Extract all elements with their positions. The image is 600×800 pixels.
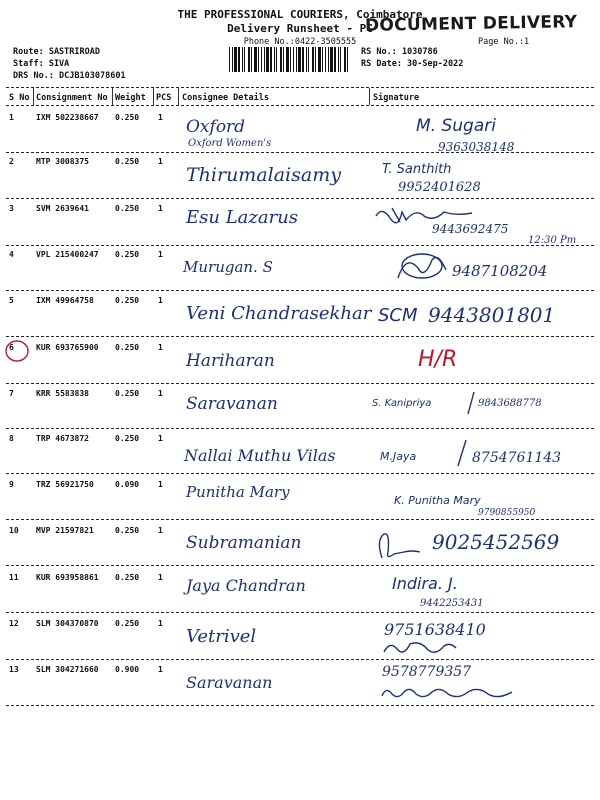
row-divider bbox=[6, 565, 594, 566]
row-divider bbox=[6, 612, 594, 613]
row-sno: 11 bbox=[9, 573, 19, 582]
row-phone-handwritten: 9578779357 bbox=[382, 664, 472, 680]
row-consignee-handwritten: Murugan. S bbox=[183, 258, 273, 276]
row-signature-handwritten: T. Santhith bbox=[382, 162, 452, 177]
row-consignee-handwritten: Saravanan bbox=[186, 673, 273, 692]
row-consignee-handwritten: Oxford bbox=[186, 117, 246, 137]
row-weight: 0.250 bbox=[115, 619, 140, 628]
column-divider bbox=[178, 88, 179, 105]
page-number: Page No.:1 bbox=[478, 37, 530, 47]
column-header-consignee: Consignee Details bbox=[182, 93, 269, 103]
document-type: Delivery Runsheet - PC bbox=[227, 22, 373, 35]
row-consignee-handwritten: Jaya Chandran bbox=[186, 576, 306, 595]
row-weight: 0.250 bbox=[115, 389, 140, 398]
row-sno: 5 bbox=[9, 296, 14, 305]
column-header-weight: Weight bbox=[115, 93, 146, 103]
row-consignment: IXM 49964758 bbox=[36, 296, 94, 305]
row-pcs: 1 bbox=[158, 480, 163, 489]
row-phone-handwritten: 9843688778 bbox=[478, 398, 542, 409]
row-signature-handwritten: K. Punitha Mary bbox=[394, 494, 481, 507]
row-consignment: KUR 693958861 bbox=[36, 573, 99, 582]
row-divider bbox=[6, 428, 594, 429]
row-pcs: 1 bbox=[158, 296, 163, 305]
column-divider bbox=[369, 88, 370, 105]
row-pcs: 1 bbox=[158, 343, 163, 352]
row-divider bbox=[6, 290, 594, 291]
row-phone-handwritten: 9363038148 bbox=[438, 140, 515, 154]
row-weight: 0.250 bbox=[115, 157, 140, 166]
row-divider bbox=[6, 473, 594, 474]
row-phone-handwritten: 9443692475 bbox=[432, 222, 509, 236]
column-header-consignment: Consignment No bbox=[36, 93, 108, 103]
row-consignment: TRZ 56921750 bbox=[36, 480, 94, 489]
row-divider bbox=[6, 705, 594, 706]
row-sno: 6 bbox=[9, 343, 14, 352]
rs-number: RS No.: 1030786 bbox=[361, 47, 438, 57]
row-consignment: SVM 2639641 bbox=[36, 204, 89, 213]
row-sno: 13 bbox=[9, 665, 19, 674]
row-signature-handwritten: Indira. J. bbox=[392, 574, 458, 593]
row-consignee-handwritten: Nallai Muthu Vilas bbox=[184, 446, 336, 465]
circle-mark-icon bbox=[3, 338, 31, 364]
row-divider bbox=[6, 245, 594, 246]
row-consignee-handwritten: Vetrivel bbox=[186, 626, 257, 647]
row-weight: 0.250 bbox=[115, 250, 140, 259]
row-divider bbox=[6, 383, 594, 384]
row-consignment: TRP 4673872 bbox=[36, 434, 89, 443]
row-phone-handwritten: 8754761143 bbox=[472, 450, 562, 466]
drs-number: DRS No.: DCJB103078601 bbox=[13, 71, 126, 81]
row-phone-handwritten: 9952401628 bbox=[398, 180, 481, 195]
row-signature-handwritten: H/R bbox=[418, 347, 458, 372]
row-phone-handwritten: 9790855950 bbox=[478, 508, 536, 518]
row-consignment: MVP 21597821 bbox=[36, 526, 94, 535]
row-consignment: SLM 304271660 bbox=[36, 665, 99, 674]
row-consignment: MTP 3008375 bbox=[36, 157, 89, 166]
row-sno: 12 bbox=[9, 619, 19, 628]
row-consignee-handwritten: Hariharan bbox=[186, 351, 275, 371]
header-divider-bottom bbox=[6, 105, 594, 106]
row-phone-handwritten: 9443801801 bbox=[428, 303, 556, 327]
signature-scribble-icon bbox=[374, 530, 430, 562]
slash-mark-icon bbox=[456, 438, 468, 468]
row-sno: 8 bbox=[9, 434, 14, 443]
document-delivery-stamp: DOCUMENT DELIVERY bbox=[364, 12, 578, 36]
header-divider-top bbox=[6, 87, 594, 88]
row-consignee-handwritten: Subramanian bbox=[186, 533, 302, 553]
row-signature-handwritten: M. Sugari bbox=[416, 116, 496, 136]
row-consignee-handwritten: Esu Lazarus bbox=[186, 207, 299, 228]
row-phone-handwritten: 9025452569 bbox=[432, 530, 560, 554]
column-header-pcs: PCS bbox=[156, 93, 172, 103]
column-header-signature: Signature bbox=[373, 93, 420, 103]
staff-label: Staff: SIVA bbox=[13, 59, 70, 69]
row-phone-handwritten: 9442253431 bbox=[420, 598, 484, 609]
row-consignment: SLM 304370870 bbox=[36, 619, 99, 628]
row-pcs: 1 bbox=[158, 113, 163, 122]
barcode-icon bbox=[229, 47, 352, 72]
row-consignee-handwritten: Saravanan bbox=[186, 394, 278, 414]
row-phone-handwritten: 9487108204 bbox=[452, 262, 548, 280]
row-pcs: 1 bbox=[158, 526, 163, 535]
row-weight: 0.250 bbox=[115, 296, 140, 305]
row-pcs: 1 bbox=[158, 250, 163, 259]
column-divider bbox=[33, 88, 34, 105]
company-title: THE PROFESSIONAL COURIERS, Coimbatore bbox=[177, 8, 423, 21]
row-sno: 1 bbox=[9, 113, 14, 122]
row-consignee-handwritten: Veni Chandrasekhar bbox=[186, 303, 372, 324]
row-weight: 0.250 bbox=[115, 434, 140, 443]
row-pcs: 1 bbox=[158, 204, 163, 213]
row-weight: 0.900 bbox=[115, 665, 140, 674]
row-signature-handwritten: M.Jaya bbox=[380, 450, 417, 463]
row-pcs: 1 bbox=[158, 619, 163, 628]
signature-scribble-icon bbox=[392, 250, 452, 286]
phone-number: Phone No.:0422-3505555 bbox=[243, 37, 357, 47]
row-pcs: 1 bbox=[158, 157, 163, 166]
row-divider bbox=[6, 519, 594, 520]
column-header-sno: S No bbox=[9, 93, 30, 103]
row-consignment: IXM 502238667 bbox=[36, 113, 99, 122]
row-weight: 0.250 bbox=[115, 113, 140, 122]
row-weight: 0.250 bbox=[115, 526, 140, 535]
row-weight: 0.250 bbox=[115, 204, 140, 213]
row-consignee-handwritten: Thirumalaisamy bbox=[186, 164, 341, 186]
row-divider bbox=[6, 336, 594, 337]
column-divider bbox=[112, 88, 113, 105]
row-consignment: KUR 693765900 bbox=[36, 343, 99, 352]
row-pcs: 1 bbox=[158, 573, 163, 582]
row-weight: 0.250 bbox=[115, 573, 140, 582]
signature-scribble-icon bbox=[378, 684, 518, 702]
row-signature-handwritten: S. Kanipriya bbox=[372, 398, 432, 409]
row-sno: 7 bbox=[9, 389, 14, 398]
rs-date: RS Date: 30-Sep-2022 bbox=[361, 59, 464, 69]
row-phone-handwritten: 9751638410 bbox=[384, 620, 486, 639]
signature-scribble-icon bbox=[380, 638, 460, 658]
row-divider bbox=[6, 659, 594, 660]
row-weight: 0.090 bbox=[115, 480, 140, 489]
row-sno: 10 bbox=[9, 526, 19, 535]
row-consignment: KRR 5583838 bbox=[36, 389, 89, 398]
column-divider bbox=[153, 88, 154, 105]
row-consignment: VPL 215400247 bbox=[36, 250, 99, 259]
row-time-handwritten: 12:30 Pm bbox=[528, 235, 577, 246]
row-consignee-note-handwritten: Oxford Women's bbox=[188, 138, 272, 149]
row-pcs: 1 bbox=[158, 389, 163, 398]
row-divider bbox=[6, 152, 594, 153]
row-divider bbox=[6, 198, 594, 199]
row-sno: 9 bbox=[9, 480, 14, 489]
row-pcs: 1 bbox=[158, 434, 163, 443]
row-sno: 3 bbox=[9, 204, 14, 213]
row-weight: 0.250 bbox=[115, 343, 140, 352]
slash-mark-icon bbox=[466, 390, 476, 416]
row-consignee-handwritten: Punitha Mary bbox=[186, 483, 290, 501]
row-pcs: 1 bbox=[158, 665, 163, 674]
row-sno: 2 bbox=[9, 157, 14, 166]
row-signature-handwritten: SCM bbox=[378, 305, 418, 326]
row-sno: 4 bbox=[9, 250, 14, 259]
route-label: Route: SASTRIROAD bbox=[13, 47, 100, 57]
